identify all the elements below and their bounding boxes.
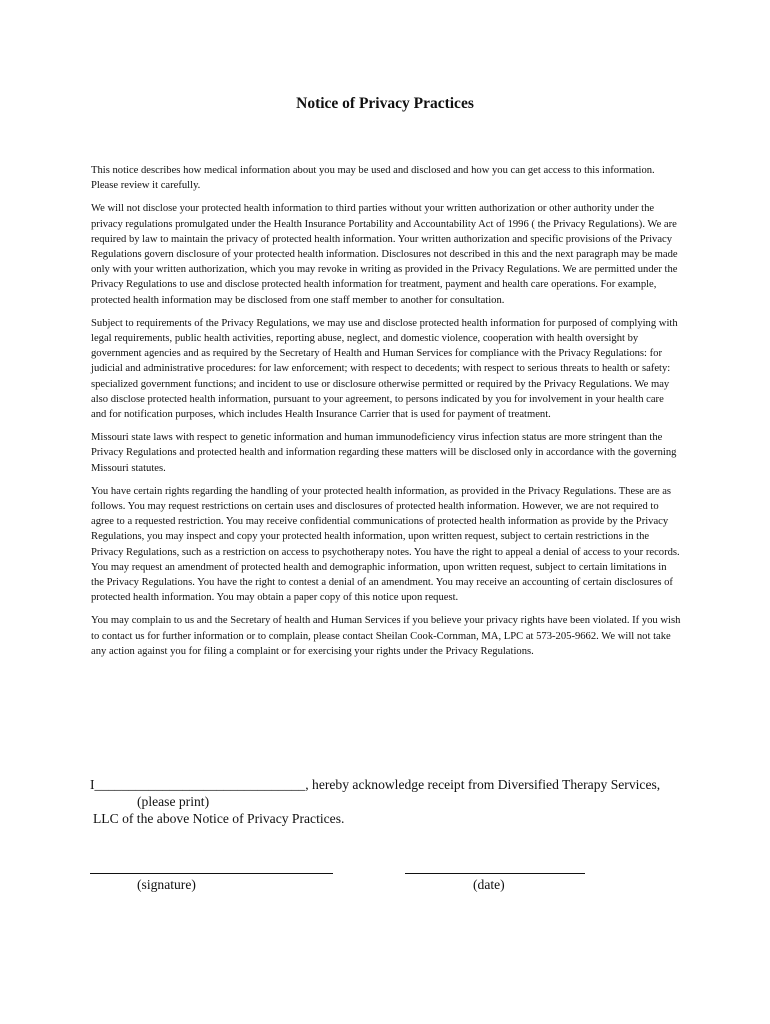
- signature-label: (signature): [137, 877, 196, 892]
- print-name-hint: (please print): [137, 794, 210, 809]
- paragraph-missouri-law: Missouri state laws with respect to genetic information and human immunodeficiency virus infection status are more stringent than the Privacy Regulations and protected health and information regarding these matters will be disclosed only in accordance with the governing Missouri statutes.: [91, 432, 677, 474]
- date-line[interactable]: [405, 860, 585, 874]
- acknowledgment-block: [90, 776, 710, 827]
- paragraph-complaints: You may complain to us and the Secretary of health and Human Services if you believe your privacy rights have been violated. If you wish to contact us for further information or to complain, please contact Sheilan Cook-Cornman, MA, LPC at 573-205-9662. We will not take any action against you for filing a complaint or for exercising your rights under the Privacy Regulations.: [91, 615, 681, 657]
- paragraph-intro: This notice describes how medical information about you may be used and disclosed and how you can get access to this information. Please review it carefully.: [91, 165, 655, 192]
- paragraph-patient-rights: You have certain rights regarding the handling of your protected health information, as provided in the Privacy Regulations. These are as follows. You may request restrictions on certain uses and disclosures of protected health information. However, we are not required to agree to a requested restriction. You may receive confidential communications of protected health information as provide by the Privacy Regulations, you may inspect and copy your protected health information, upon written request, subject to certain restrictions in the Privacy Regulations, such as a restriction on access to psychotherapy notes. You have the right to appeal a denial of access to your records. You may request an amendment of protected health and demographic information, upon written request, subject to certain limitations in the Privacy Regulations. You have the right to contest a denial of an amendment. You may receive an accounting of certain disclosures of protected health information. You may obtain a paper copy of this notice upon request.: [91, 485, 680, 604]
- date-block: [405, 860, 595, 893]
- paragraph-permitted-uses: Subject to requirements of the Privacy Regulations, we may use and disclose protected health information for purposed of complying with legal requirements, public health activities, reporting abuse, neglect, and domestic violence, cooperation with health oversight by government agencies and as required by the Secretary of Health and Human Services for compliance with the Privacy Regulations: for judicial and administrative procedures: for law enforcement; with respect to decedents; with respect to serious threats to health or safety: specialized government functions; and incident to use or disclosure otherwise permitted or required by the Privacy Regulations. We may also disclose protected health information, pursuant to your agreement, to persons indicated by you for involvement in your health care and for notification purposes, which includes Health Insurance Carrier that is used for payment of treatment.: [91, 317, 678, 421]
- date-label: (date): [473, 877, 505, 892]
- acknowledgment-line: I_______________________________, hereby acknowledge receipt from Diversified Therapy Services,: [90, 777, 661, 792]
- paragraph-disclosure: We will not disclose your protected health information to third parties without your written authorization or other authority under the privacy regulations promulgated under the Health Insurance Portability and Accountability Act of 1996 ( the Privacy Regulations). We are required by law to maintain the privacy of protected health information. Your written authorization and specific provisions of the Privacy Regulations govern disclosure of your protected health information. Disclosures not described in this and the next paragraph may be made only with your written authorization, which you may revoke in writing as provided in the Privacy Regulations. We are permitted under the Privacy Regulations to use and disclose protected health information for treatment, payment and health care operations. For example, protected health information may be disclosed from one staff member to another for consultation.: [91, 203, 678, 306]
- acknowledgment-continuation: LLC of the above Notice of Privacy Practices.: [93, 811, 345, 826]
- document-title: Notice of Privacy Practices: [296, 95, 474, 112]
- signature-line[interactable]: [90, 860, 333, 874]
- document-body: [91, 163, 681, 667]
- signature-block: [90, 860, 340, 893]
